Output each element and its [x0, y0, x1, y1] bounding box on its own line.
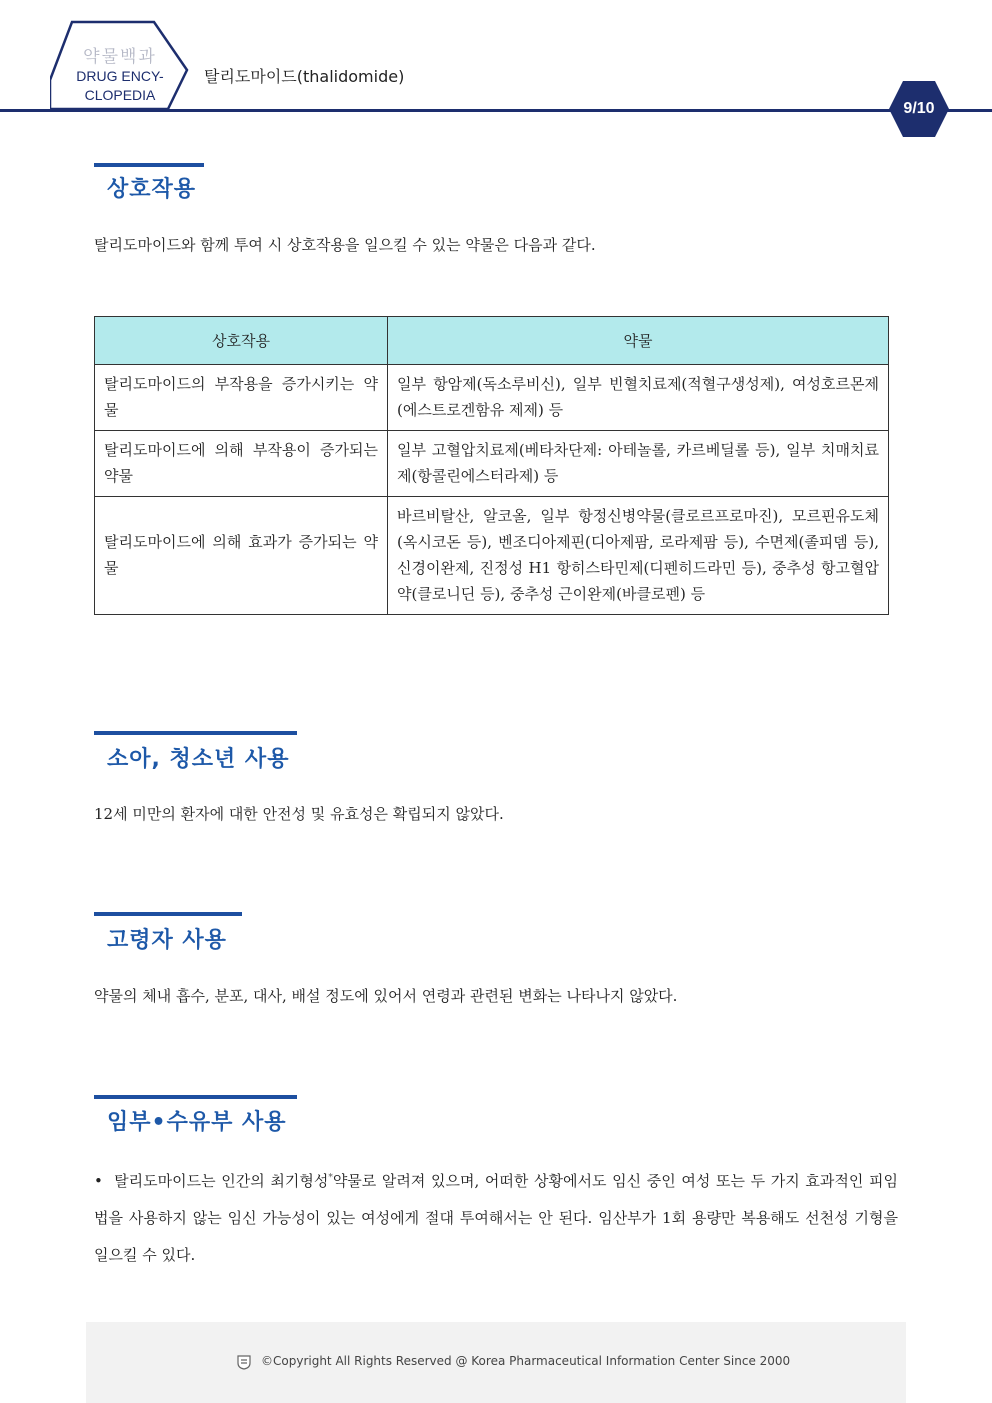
table-cell-interaction: 탈리도마이드에 의해 효과가 증가되는 약물: [95, 497, 388, 615]
pregnancy-text-part1: 탈리도마이드는 인간의 최기형성: [114, 1172, 329, 1190]
section-title-pediatric: 소아, 청소년 사용: [107, 747, 290, 772]
table-header-interaction: 상호작용: [95, 317, 388, 365]
shield-emblem-icon: [236, 1354, 252, 1370]
table-row: [95, 431, 889, 497]
document-title: 탈리도마이드(thalidomide): [204, 67, 405, 86]
interactions-intro: 탈리도마이드와 함께 투여 시 상호작용을 일으킬 수 있는 약물은 다음과 같다.: [94, 236, 596, 254]
table-cell-drugs: 일부 고혈압치료제(베타차단제: 아테놀롤, 카르베딜롤 등), 일부 치매치료제(항콜린에스터라제) 등: [388, 431, 889, 497]
logo-english-text: [70, 67, 170, 105]
drug-encyclopedia-logo: [50, 20, 190, 112]
table-header-drugs: 약물: [388, 317, 889, 365]
copyright-text: ©Copyright All Rights Reserved @ Korea Pharmaceutical Information Center Since 2000: [261, 1354, 791, 1368]
section-title-pregnancy: 임부•수유부 사용: [107, 1110, 287, 1135]
page-number: 9/10: [903, 100, 935, 117]
table-cell-interaction: 탈리도마이드의 부작용을 증가시키는 약물: [95, 365, 388, 431]
bullet: •: [94, 1172, 103, 1190]
footer: [86, 1322, 906, 1403]
pregnancy-text-part2: 약물로 알려져 있으며, 어떠한 상황에서도 임신 중인 여성 또는 두 가지 효과적인 피임법을 사용하지 않는 임신 가능성이 있는 여성에게 절대 투여해서는 안 된다. 임산부가 1회 용량만 복용해도 선천성 기형을 일으킬 수 있다.: [94, 1172, 898, 1264]
pregnancy-text: [94, 1160, 898, 1274]
logo-english-line1: DRUG ENCY-: [76, 68, 164, 84]
logo-korean-text: 약물백과: [83, 47, 157, 67]
interactions-table: [94, 316, 889, 615]
logo-english-line2: CLOPEDIA: [84, 87, 156, 103]
footnote-marker: *: [328, 1173, 333, 1183]
table-row: [95, 497, 889, 615]
section-title-elderly: 고령자 사용: [107, 928, 227, 953]
section-title-interactions: 상호작용: [107, 177, 197, 202]
section-bar-elderly: [94, 912, 242, 916]
elderly-text: 약물의 체내 흡수, 분포, 대사, 배설 정도에 있어서 연령과 관련된 변화는 나타나지 않았다.: [94, 987, 678, 1005]
table-header-row: [95, 317, 889, 365]
table-cell-drugs: 바르비탈산, 알코올, 일부 항정신병약물(클로르프로마진), 모르핀유도체(옥시코돈 등), 벤조디아제핀(디아제팜, 로라제팜 등), 수면제(졸피뎀 등), 신경이완제, 진정성 H1 항히스타민제(디펜히드라민 등), 중추성 항고혈압약(클로니딘 등), 중추성 근이완제(바클로펜) 등: [388, 497, 889, 615]
pediatric-text: 12세 미만의 환자에 대한 안전성 및 유효성은 확립되지 않았다.: [94, 805, 504, 823]
table-cell-interaction: 탈리도마이드에 의해 부작용이 증가되는 약물: [95, 431, 388, 497]
table-row: [95, 365, 889, 431]
section-bar-pediatric: [94, 731, 297, 735]
section-bar-pregnancy: [94, 1095, 297, 1099]
page-indicator-badge: [888, 80, 950, 138]
section-bar-interactions: [94, 163, 204, 167]
table-cell-drugs: 일부 항암제(독소루비신), 일부 빈혈치료제(적혈구생성제), 여성호르몬제(에스트로겐함유 제제) 등: [388, 365, 889, 431]
